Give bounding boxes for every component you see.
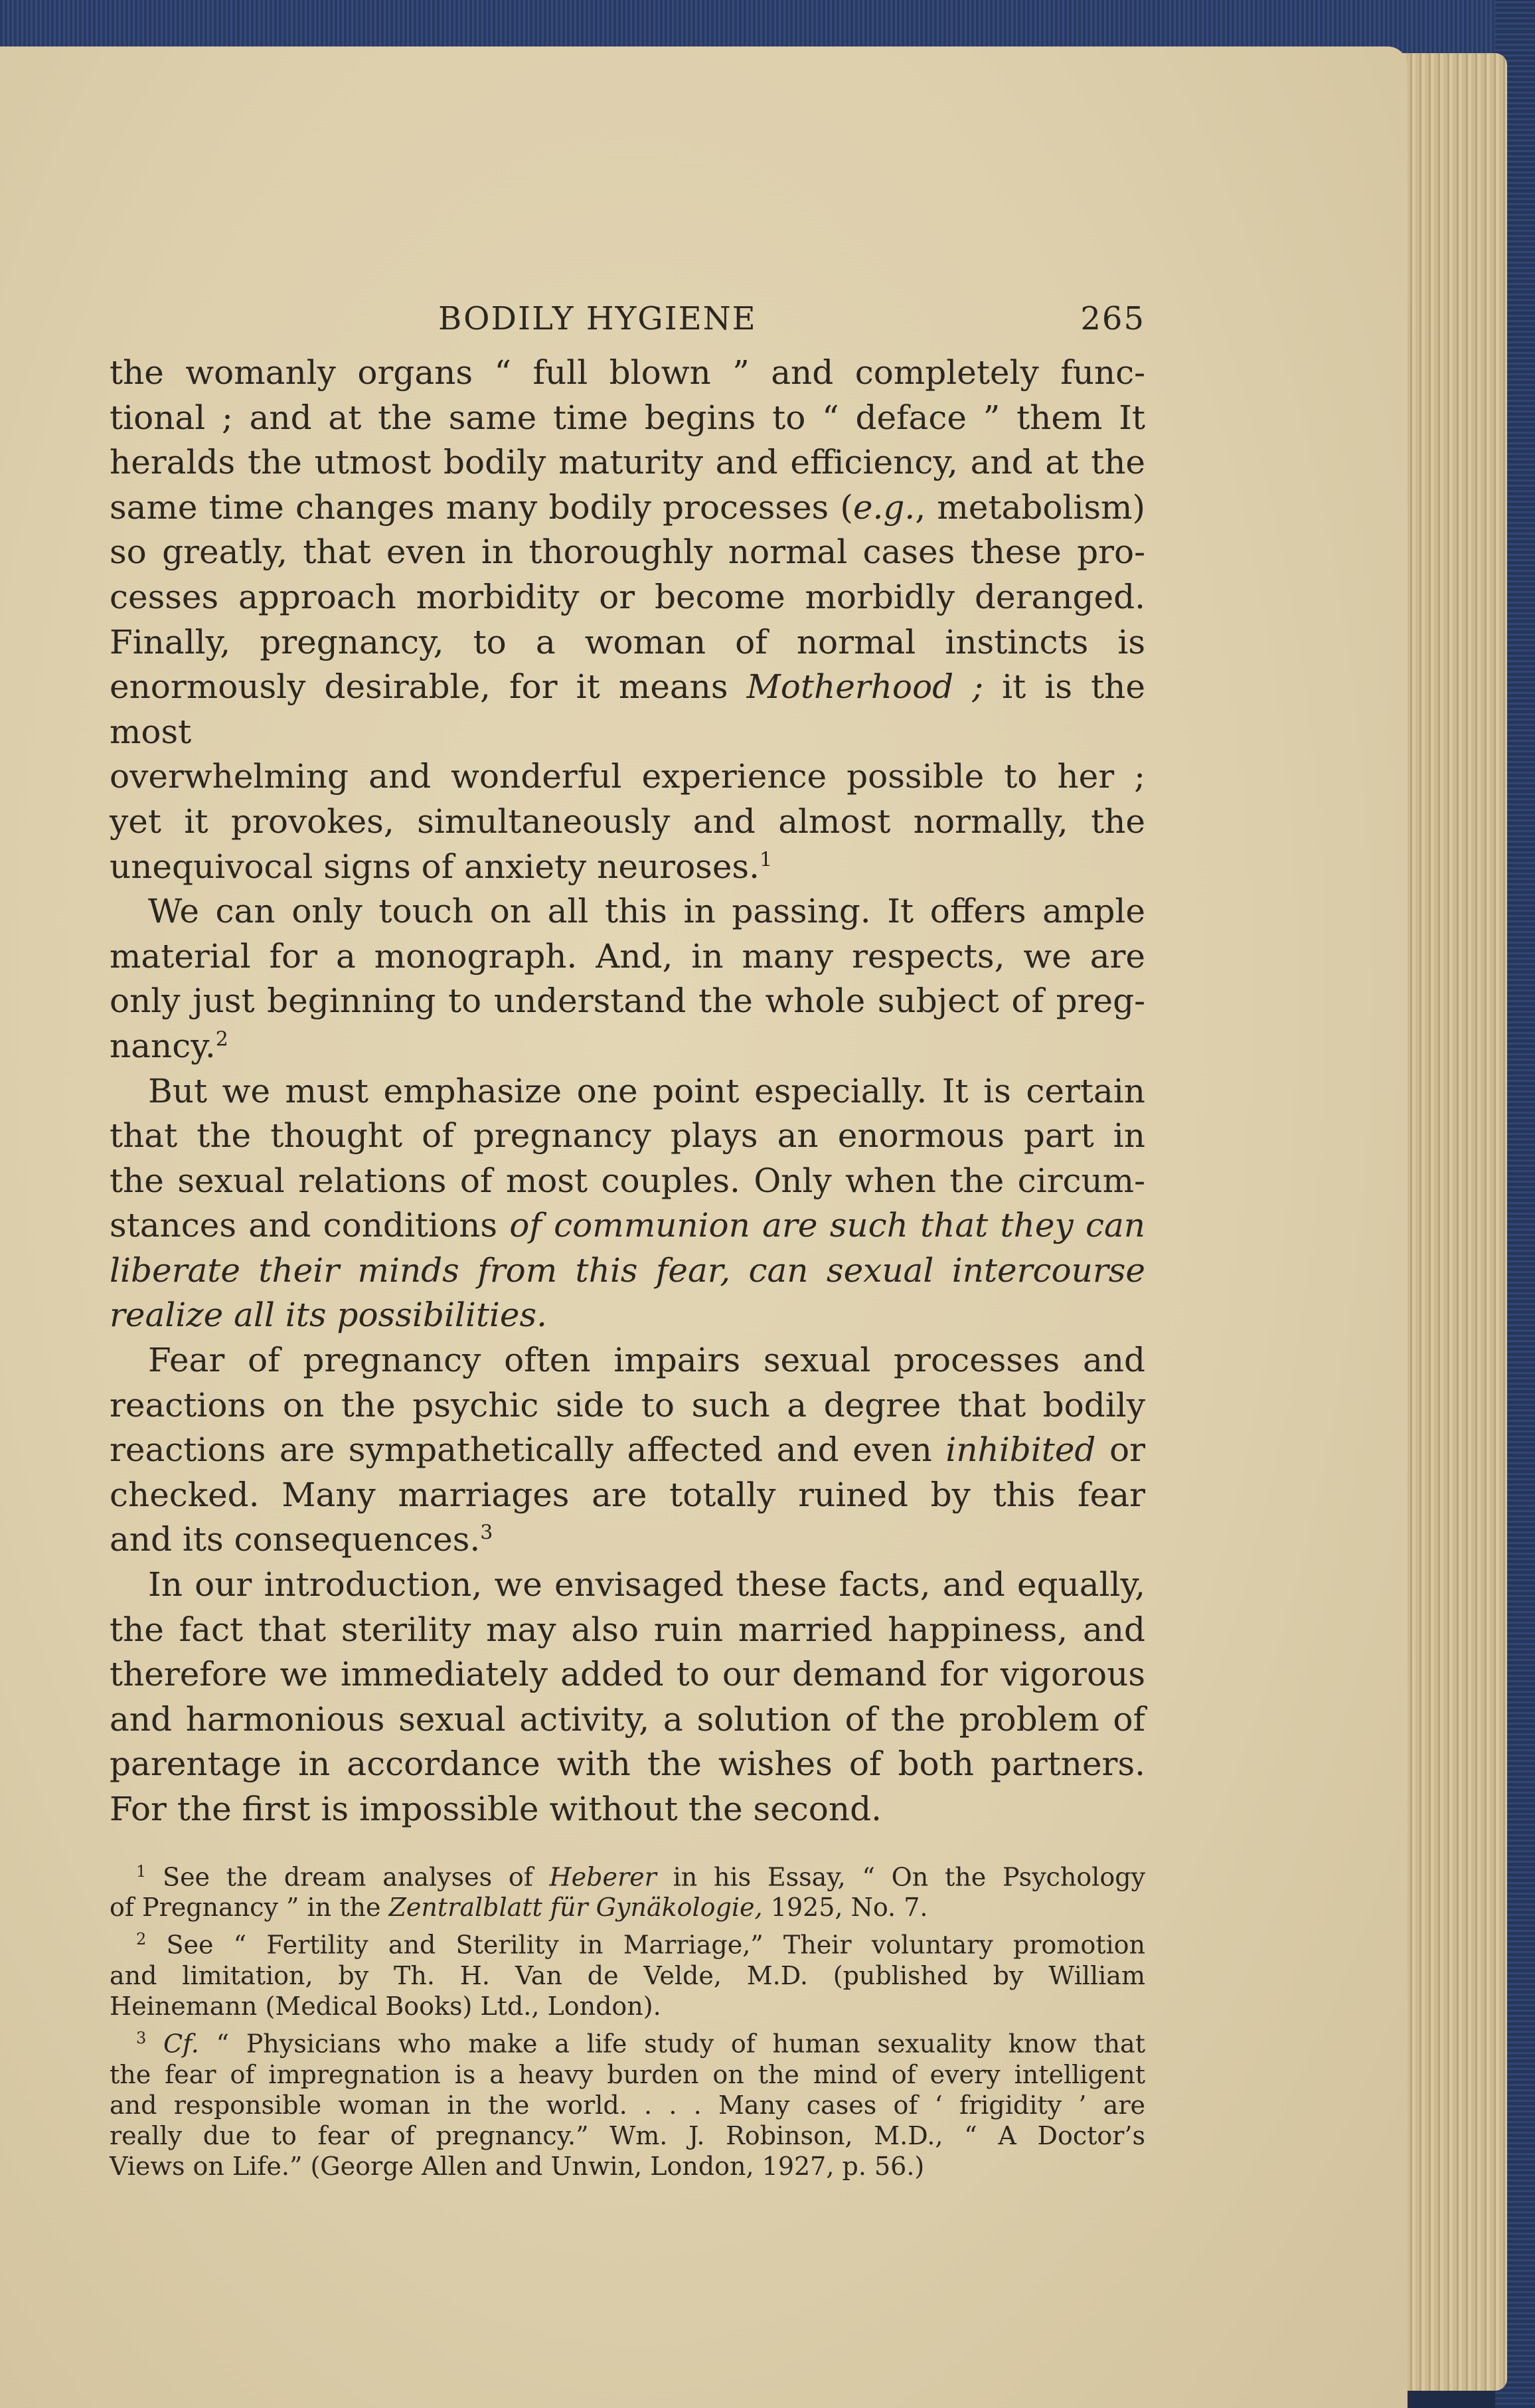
- text-line: the womanly organs “ full blown ” and completely func-: [110, 353, 1145, 392]
- text-line: [110, 1024, 1145, 1069]
- text-fragment: See the dream analyses of: [146, 1862, 550, 1892]
- footnote-line: the fear of impregnation is a heavy burden on the mind of every intelligent: [110, 2059, 1145, 2089]
- text-fragment: or: [1095, 1430, 1145, 1470]
- footnote-ref: 3: [480, 1521, 493, 1545]
- italic-fragment: e.g.: [852, 487, 916, 527]
- text-line: For the first is impossible without the second.: [110, 1790, 882, 1828]
- paragraph-4: [110, 1338, 1145, 1563]
- text-fragment: See “ Fertility and Sterility in Marriage,” Their voluntary promotion: [146, 1930, 1145, 1960]
- text-line: liberate their minds from this fear, can sexual intercourse: [110, 1250, 1145, 1290]
- footnote-line: [110, 1924, 1145, 1960]
- text-fragment: it is the most: [110, 667, 1145, 751]
- italic-fragment: Motherhood ;: [746, 667, 984, 707]
- footnote-ref: 1: [759, 847, 773, 871]
- italic-fragment: of communion are such that they can: [509, 1206, 1145, 1245]
- text-line: reactions on the psychic side to such a degree that bodily: [110, 1385, 1145, 1424]
- footnote-ref: 2: [215, 1027, 228, 1051]
- text-line: In our introduction, we envisaged these facts, and equally,: [148, 1565, 1145, 1604]
- text-fragment: stances and conditions: [110, 1206, 510, 1245]
- paragraph-2: [110, 889, 1145, 1069]
- text-block: [110, 266, 1145, 2183]
- text-line: therefore we immediately added to our demand for vigorous: [110, 1655, 1145, 1694]
- text-line: and harmonious sexual activity, a solution of the problem of: [110, 1699, 1145, 1739]
- text-line: yet it provokes, simultaneously and almost normally, the: [110, 802, 1145, 841]
- text-line: checked. Many marriages are totally ruined by this fear: [110, 1475, 1145, 1514]
- text-line: [110, 665, 1145, 754]
- text-line: Finally, pregnancy, to a woman of normal instincts is: [110, 622, 1145, 661]
- footnote-line: Heinemann (Medical Books) Ltd., London).: [110, 1991, 661, 2021]
- text-line: cesses approach morbidity or become morbidly deranged.: [110, 577, 1145, 616]
- footnote-line: [110, 2023, 1145, 2059]
- text-fragment: 1925, No. 7.: [762, 1893, 928, 1923]
- footnote-mark: 1: [136, 1861, 147, 1881]
- footnote-3: [110, 2023, 1145, 2182]
- running-head: [110, 266, 1145, 337]
- text-fragment: “ Physicians who make a life study of human sexuality know that: [199, 2029, 1145, 2059]
- text-fragment: same time changes many bodily processes (: [110, 487, 853, 527]
- text-line: parentage in accordance with the wishes of both partners.: [110, 1745, 1145, 1784]
- text-line: that the thought of pregnancy plays an enormous part in: [110, 1116, 1145, 1156]
- footnote-line: [110, 1856, 1145, 1893]
- footnote-mark: 2: [136, 1930, 147, 1949]
- italic-fragment: Cf.: [163, 2029, 199, 2059]
- italic-fragment: Zentralblatt für Gynäkologie,: [388, 1893, 763, 1923]
- text-line: only just beginning to understand the whole subject of preg-: [110, 982, 1145, 1021]
- text-fragment: enormously desirable, for it means: [110, 667, 747, 707]
- text-line: realize all its possibilities.: [110, 1296, 548, 1335]
- text-fragment: of Pregnancy ” in the: [110, 1893, 389, 1923]
- text-line: [110, 845, 1145, 890]
- text-line: so greatly, that even in thoroughly normal cases these pro-: [110, 533, 1145, 572]
- footnote-2: [110, 1924, 1145, 2021]
- text-fragment: nancy.: [110, 1026, 216, 1065]
- text-line: material for a monograph. And, in many respects, we are: [110, 936, 1145, 976]
- running-head-title: BODILY HYGIENE: [438, 300, 757, 337]
- footnote-1: [110, 1856, 1145, 1923]
- text-fragment: unequivocal signs of anxiety neuroses.: [110, 847, 760, 886]
- text-fragment: and its consequences.: [110, 1520, 481, 1559]
- paragraph-3: [110, 1069, 1145, 1339]
- italic-fragment: inhibited: [945, 1430, 1096, 1470]
- text-line: heralds the utmost bodily maturity and efficiency, and at the: [110, 443, 1145, 482]
- footnotes: [110, 1856, 1145, 2182]
- page-number: 265: [1080, 300, 1145, 337]
- text-line: [110, 485, 1145, 531]
- text-line: overwhelming and wonderful experience possible to her ;: [110, 757, 1145, 796]
- footnote-mark: 3: [136, 2028, 147, 2047]
- text-line: tional ; and at the same time begins to “ deface ” them It: [110, 398, 1145, 437]
- paragraph-1: [110, 351, 1145, 889]
- footnote-line: [110, 1892, 1145, 1923]
- text-line: [110, 1203, 1145, 1248]
- text-line: [110, 1428, 1145, 1473]
- italic-fragment: Heberer: [549, 1862, 657, 1892]
- footnote-line: really due to fear of pregnancy.” Wm. J. Robinson, M.D., “ A Doctor’s: [110, 2120, 1145, 2150]
- text-fragment: reactions are sympathetically affected and even: [110, 1430, 946, 1470]
- footnote-line: and responsible woman in the world. . . . Many cases of ‘ frigidity ’ are: [110, 2090, 1145, 2120]
- text-line: the sexual relations of most couples. Only when the circum-: [110, 1161, 1145, 1200]
- paragraph-5: [110, 1563, 1145, 1832]
- footnote-line: Views on Life.” (George Allen and Unwin, London, 1927, p. 56.): [110, 2151, 925, 2181]
- text-fragment: , metabolism): [915, 487, 1145, 527]
- text-line: [110, 1517, 1145, 1563]
- book-page: [0, 46, 1408, 2408]
- text-line: But we must emphasize one point especially. It is certain: [148, 1071, 1145, 1110]
- text-fragment: in his Essay, “ On the Psychology: [656, 1862, 1145, 1892]
- text-line: Fear of pregnancy often impairs sexual processes and: [148, 1341, 1145, 1380]
- text-line: the fact that sterility may also ruin married happiness, and: [110, 1610, 1145, 1649]
- text-line: We can only touch on all this in passing. It offers ample: [148, 892, 1145, 931]
- footnote-line: and limitation, by Th. H. Van de Velde, M.D. (published by William: [110, 1960, 1145, 1990]
